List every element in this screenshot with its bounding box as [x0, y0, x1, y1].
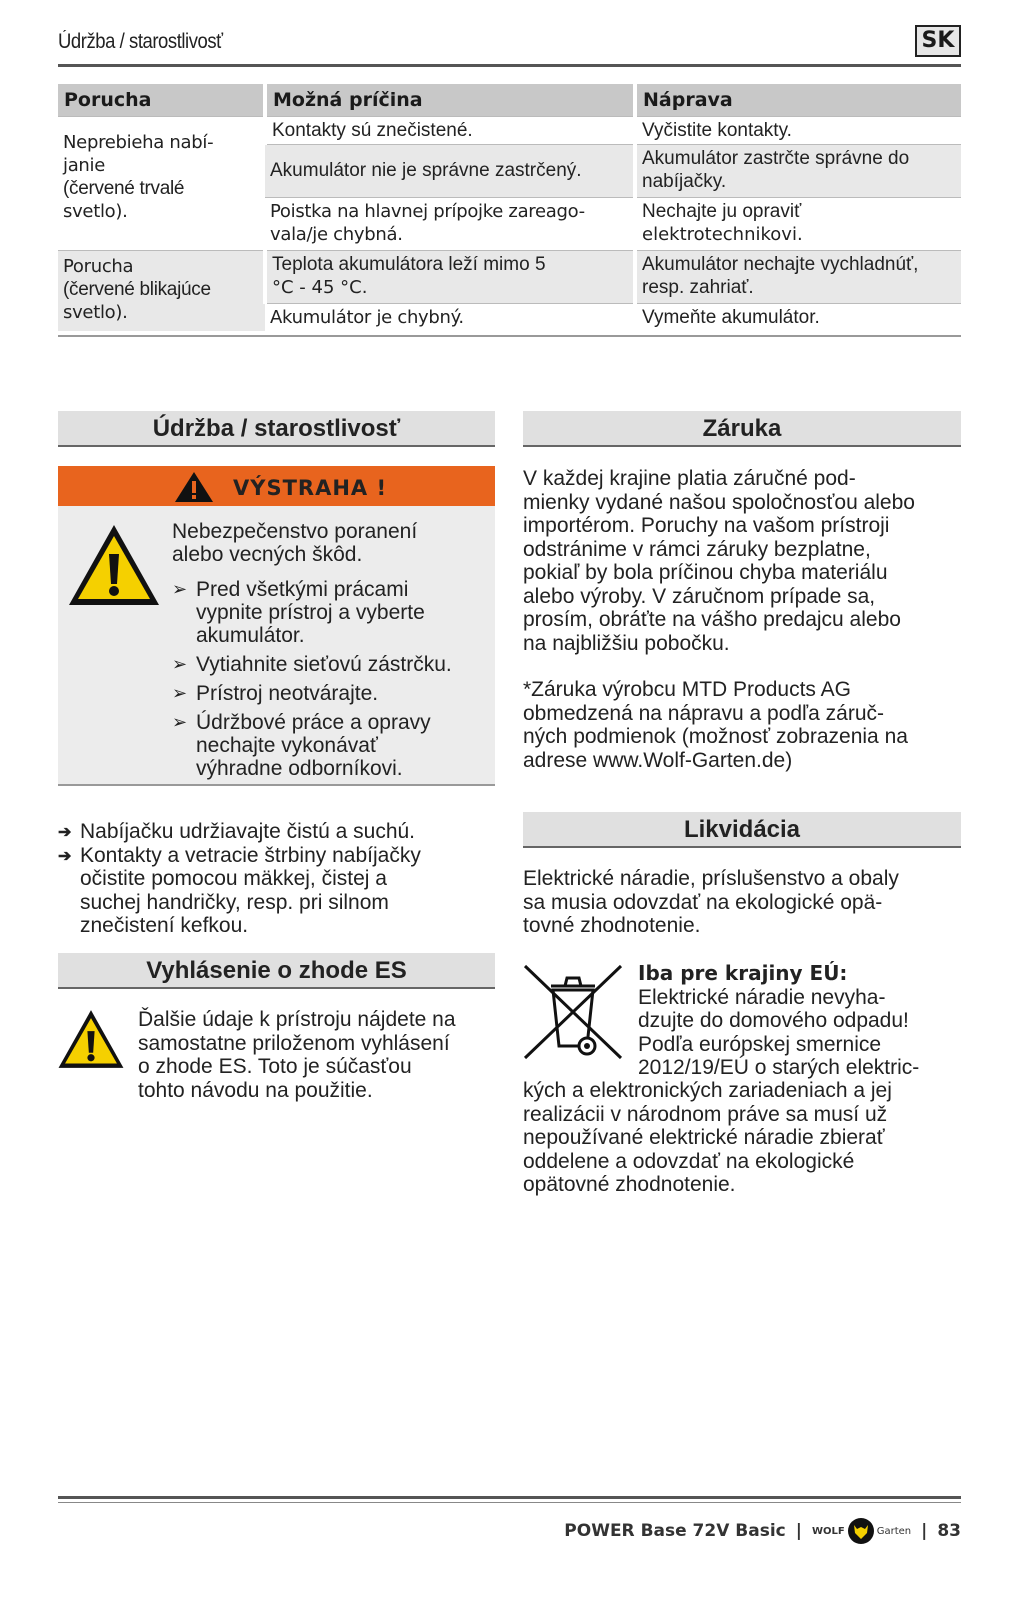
remedy-cell: Vymeňte akumulátor. [635, 303, 961, 331]
eu-disposal-full-text: kých a elektronických zariadeniach a jej realizácii v národnom práve sa musí už nepoužívané elektrické náradie zbierať oddelene a odovzdať na ekologické opätovné zhodnotenie. [523, 1079, 892, 1196]
disposal-heading: Likvidácia [523, 812, 961, 848]
warning-banner [58, 466, 495, 506]
cause-cell: Akumulátor nie je správne zastrčený. [265, 144, 635, 197]
remedy-cell: Vyčistite kontakty. [635, 116, 961, 144]
eu-title: Iba pre krajiny EÚ: [638, 961, 848, 985]
table-row [58, 250, 961, 303]
footer-separator: | [795, 1521, 802, 1541]
list-item: ➢ Pred všetkými prácami vypnite prístroj a vyberte akumulátor. [172, 578, 492, 647]
eu-disposal-side-text: Iba pre krajiny EÚ: Elektrické náradie nevyha- dzujte do domového odpadu! Podľa európskej smernice 2012/19/EÚ o starých elektric- [638, 961, 920, 1079]
cause-cell: Akumulátor je chybný. [265, 303, 635, 331]
list-item: ➢ Údržbové práce a opravy nechajte vykonávať výhradne odborníkovi. [172, 711, 492, 780]
warranty-text: V každej krajine platia záručné pod- mienky vydané našou spoločnosťou alebo importérom. Poruchy na vašom prístroji odstránime v rámci záruky bezplatne, pokiaľ by bola príčinou chyba materiálu alebo výroby. V záručnom prípade sa, prosím, obráťte na vášho predajcu alebo na najbližšiu pobočku. [523, 467, 915, 655]
header-rule [58, 64, 961, 67]
table-row [58, 116, 961, 144]
care-list [58, 820, 495, 938]
cause-cell: Teplota akumulátora leží mimo 5 °C - 45 °C. [265, 250, 635, 303]
page-number: 83 [937, 1521, 961, 1541]
warranty-heading: Záruka [523, 411, 961, 447]
warning-triangle-icon [66, 522, 162, 608]
product-name: POWER Base 72V Basic [564, 1521, 786, 1541]
warning-list [172, 578, 492, 780]
footer-separator: | [921, 1521, 928, 1541]
page-header-title: Údržba / starostlivosť [58, 30, 223, 53]
declaration-text: Ďalšie údaje k prístroju nájdete na samostatne priloženom vyhlásení o zhode ES. Toto je súčasťou tohto návodu na použitie. [138, 1008, 456, 1102]
declaration-heading: Vyhlásenie o zhode ES [58, 953, 495, 989]
warning-triangle-icon [56, 1008, 126, 1070]
table-header-row [58, 84, 961, 116]
column-header: Možná príčina [265, 84, 635, 116]
maintenance-heading: Údržba / starostlivosť [58, 411, 495, 447]
cause-cell: Kontakty sú znečistené. [265, 116, 635, 144]
warning-intro: Nebezpečenstvo poranení alebo vecných škôd. [172, 520, 418, 566]
footer-rule [58, 1502, 961, 1503]
warning-text [172, 520, 492, 786]
remedy-cell: Akumulátor nechajte vychladnúť, resp. zahriať. [635, 250, 961, 303]
column-header: Porucha [58, 84, 265, 116]
fault-cell: Neprebieha nabí- janie (červené trvalé svetlo). [58, 116, 265, 250]
crossed-bin-icon [523, 962, 623, 1062]
warning-label: VÝSTRAHA ! [233, 476, 388, 500]
table-bottom-rule [58, 335, 961, 337]
list-item: ➔ Kontakty a vetracie štrbiny nabíjačky očistite pomocou mäkkej, čistej a suchej handričky, resp. pri silnom znečistení kefkou. [58, 844, 495, 938]
footer [564, 1516, 961, 1546]
fault-cell: Porucha (červené blikajúce svetlo). [58, 250, 265, 331]
warning-triangle-icon [174, 471, 214, 503]
remedy-cell: Nechajte ju opraviť elektrotechnikovi. [635, 197, 961, 250]
remedy-cell: Akumulátor zastrčte správne do nabíjačky. [635, 144, 961, 197]
column-header: Náprava [635, 84, 961, 116]
warning-box [58, 466, 495, 786]
wolf-logo-icon [847, 1517, 875, 1545]
brand-logo: WOLF Garten [812, 1517, 911, 1545]
list-item: ➔ Nabíjačku udržiavajte čistú a suchú. [58, 820, 495, 844]
language-badge: SK [915, 25, 961, 57]
warranty-note: *Záruka výrobcu MTD Products AG obmedzená na nápravu a podľa záruč- ných podmienok (možnosť zobrazenia na adrese www.Wolf-Garten.de) [523, 678, 908, 772]
disposal-text: Elektrické náradie, príslušenstvo a obaly sa musia odovzdať na ekologické opä- tovné zhodnotenie. [523, 867, 899, 937]
list-item: ➢ Vytiahnite sieťovú zástrčku. [172, 653, 492, 676]
troubleshooting-table [58, 84, 961, 331]
list-item: ➢ Prístroj neotvárajte. [172, 682, 492, 705]
footer-rule [58, 1496, 961, 1499]
cause-cell: Poistka na hlavnej prípojke zareago- vala/je chybná. [265, 197, 635, 250]
